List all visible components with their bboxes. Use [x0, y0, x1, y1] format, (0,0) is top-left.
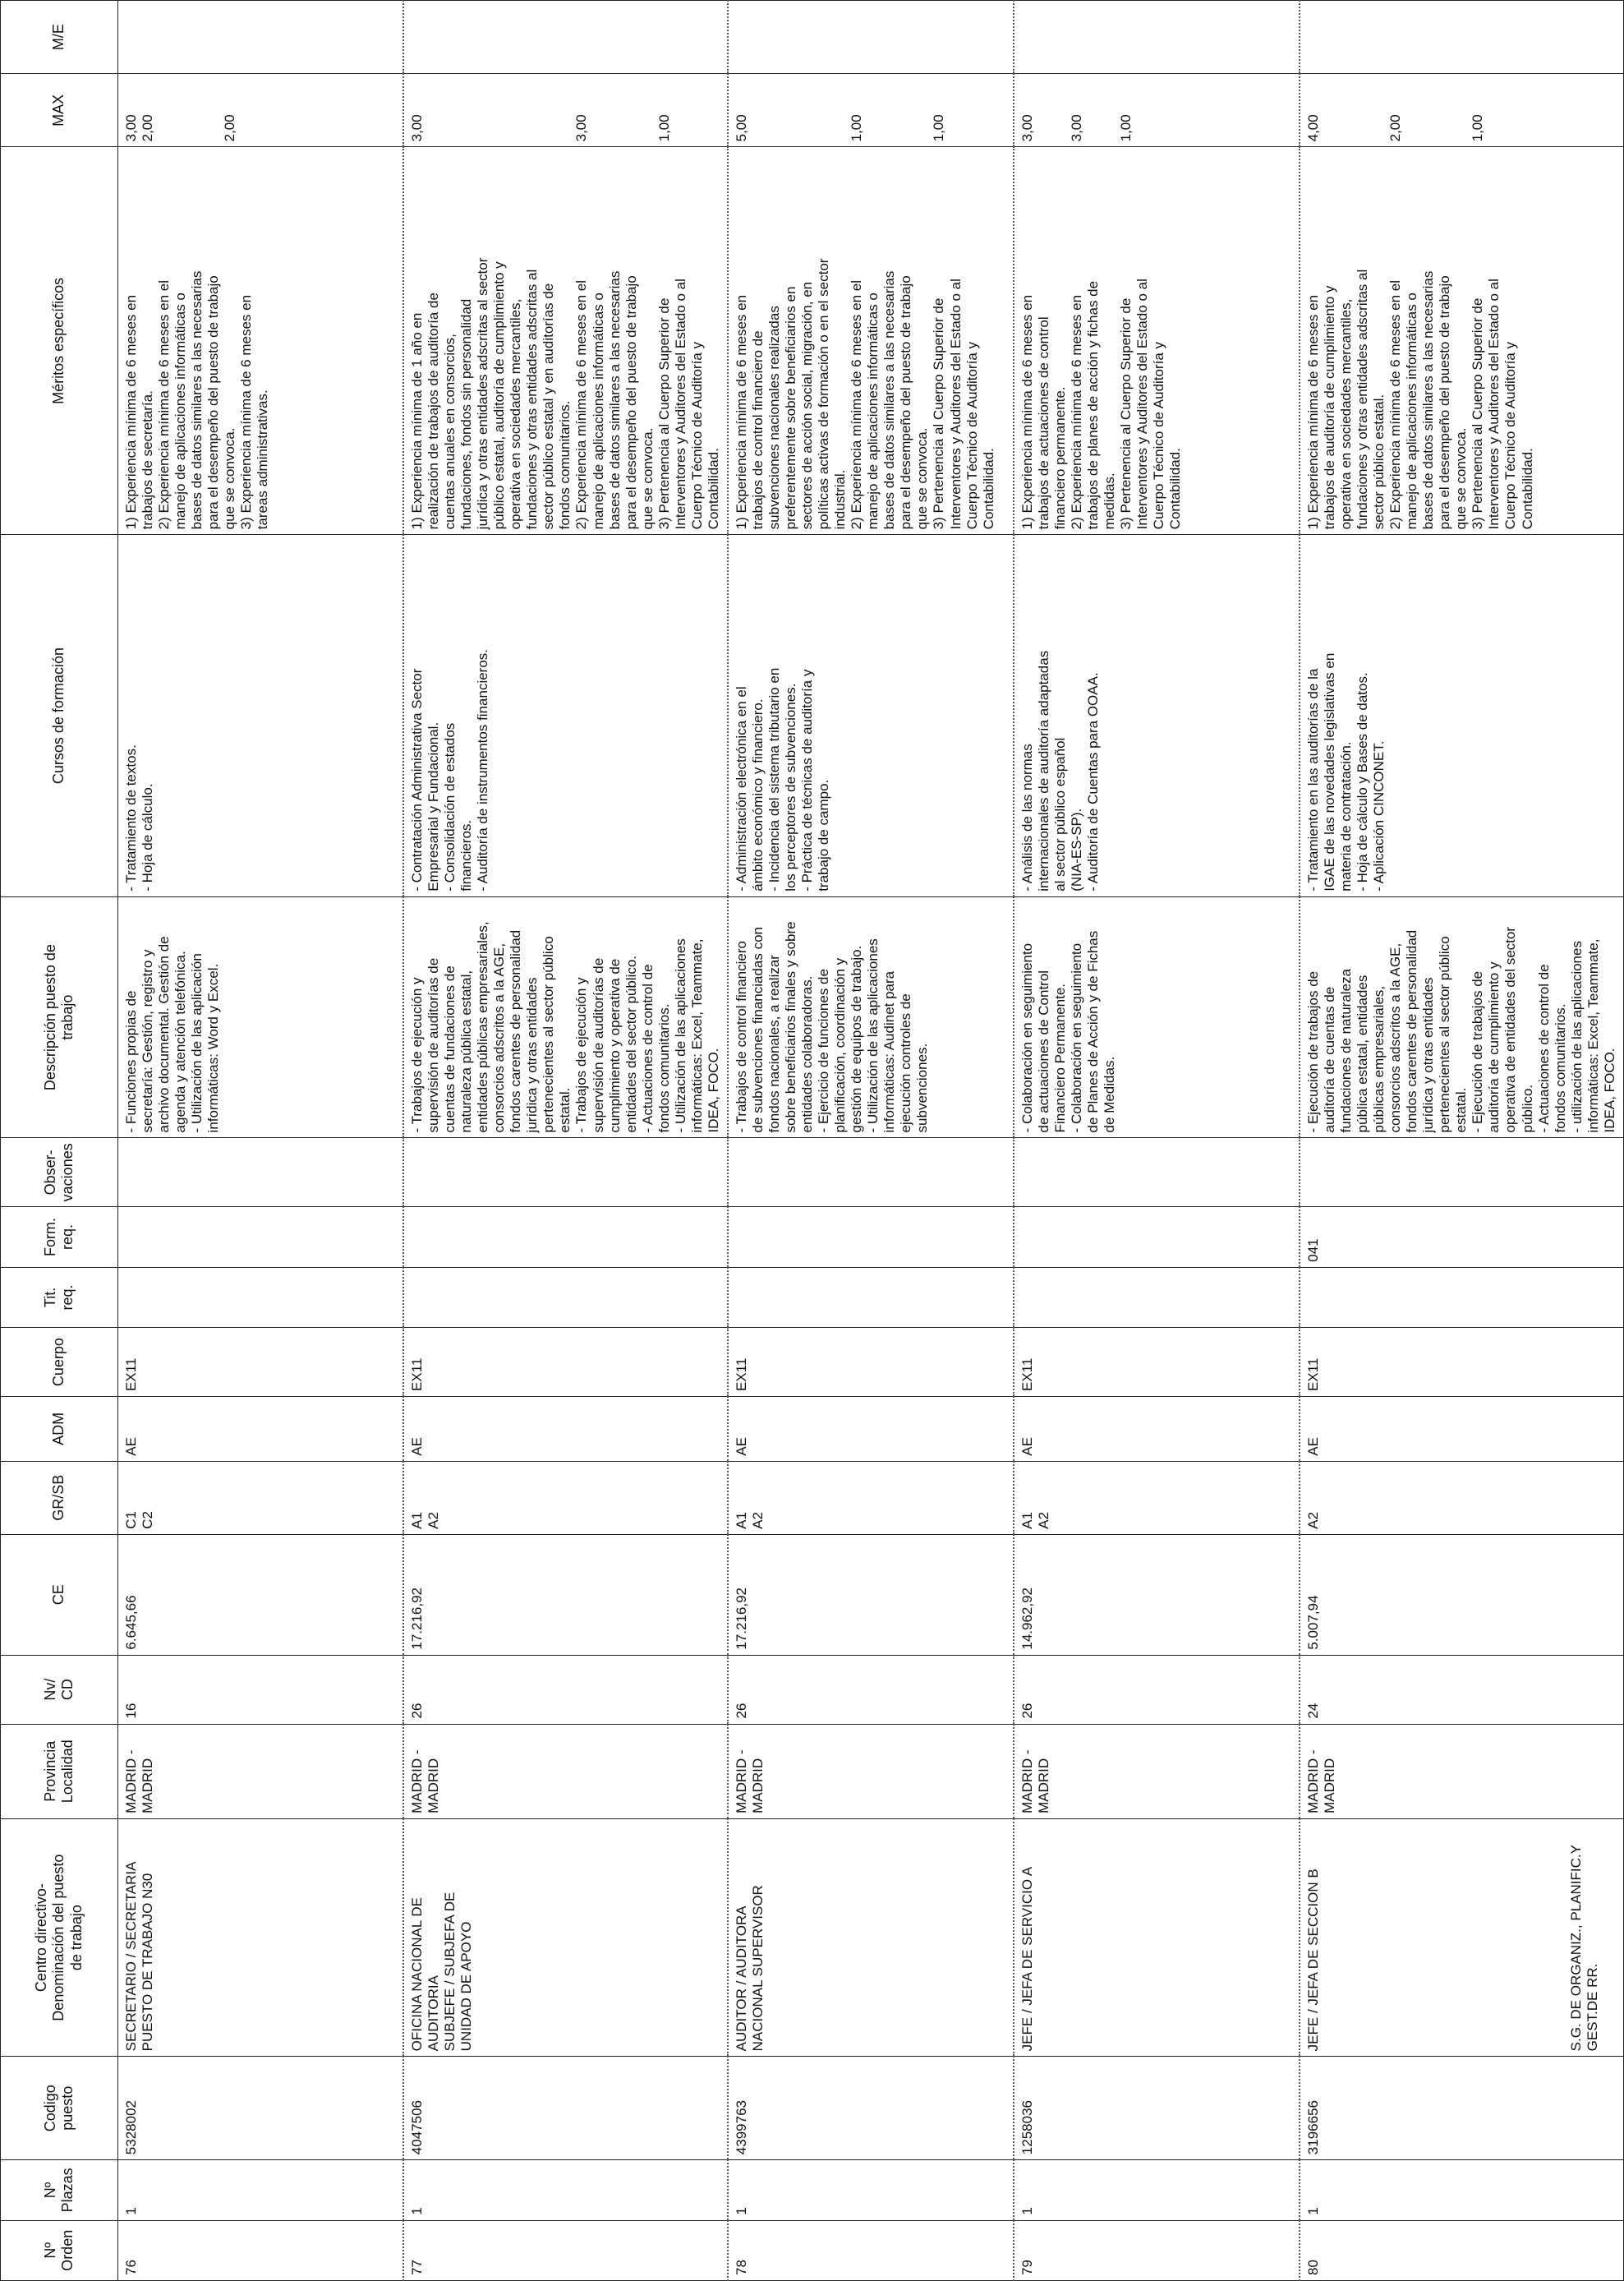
cell-obs: [1300, 1138, 1623, 1207]
cell-centro: [403, 1818, 728, 2056]
col-header-grsb: GR/SB: [1, 1461, 118, 1534]
cell-nivel: 24: [1300, 1655, 1623, 1724]
col-header-max: MAX: [1, 74, 118, 147]
cell-tit: [403, 1267, 728, 1327]
cell-descripcion: - Trabajos de control financiero de subvenciones financiadas con fondos nacionales, a realizar sobre beneficiarios finales y sobre entidades colaboradoras. - Ejercicio de funciones de planificación, coordinación y gestión de equipos de trabajo. - Utilización de las aplicaciones informáticas: Audinet para ejecución controles de subvenciones.: [728, 896, 1014, 1138]
table-row: [728, 1, 1014, 2281]
table-row: [403, 1, 728, 2281]
cell-centro: [1300, 1818, 1623, 2056]
cell-grsb: C1 C2: [118, 1461, 404, 1534]
cell-orden: 78: [728, 2220, 1014, 2280]
cell-adm: AE: [728, 1397, 1014, 1462]
col-header-obs: Obser- vaciones: [1, 1138, 118, 1207]
col-header-adm: ADM: [1, 1397, 118, 1462]
job-title: JEFE / JEFA DE SECCION B: [1304, 1869, 1321, 2052]
cell-meritos: 1) Experiencia mínima de 6 meses en trabajos de auditoría de cumplimiento y operativa en sociedades mercantiles, fundaciones y otras entidades adscritas al sector público estatal. 2) Experiencia mínima de 6 meses en el manejo de aplicaciones informáticas o bases de datos similares a las necesarias para el desempeño del puesto de trabajo que se convoca. 3) Pertenencia al Cuerpo Superior de Interventores y Auditores del Estado o al Cuerpo Técnico de Auditoría y Contabilidad.: [1300, 147, 1623, 535]
cell-max: 3,00 2,00 2,00: [118, 74, 404, 147]
cell-adm: AE: [1014, 1397, 1300, 1462]
cell-provincia: MADRID - MADRID: [118, 1724, 404, 1818]
col-header-cuerpo: Cuerpo: [1, 1328, 118, 1397]
cell-tit: [1300, 1267, 1623, 1327]
col-header-provincia: Provincia Localidad: [1, 1724, 118, 1818]
cell-cuerpo: EX11: [118, 1328, 404, 1397]
col-header-codigo: Codigo puesto: [1, 2057, 118, 2160]
col-header-me: M/E: [1, 1, 118, 74]
cell-cuerpo: EX11: [1014, 1328, 1300, 1397]
cell-max: 5,00 1,00 1,00: [728, 74, 1014, 147]
cell-plazas: 1: [728, 2160, 1014, 2220]
cell-form: [403, 1207, 728, 1267]
cell-cursos: - Tratamiento en las auditorías de la IGAE de las novedades legislativas en materia de contratación. - Hoja de cálculo y Bases de datos. - Aplicación CINCONET.: [1300, 535, 1623, 896]
cell-codigo: 1258036: [1014, 2057, 1300, 2160]
cell-nivel: 26: [403, 1655, 728, 1724]
col-header-meritos: Méritos específicos: [1, 147, 118, 535]
cell-adm: AE: [118, 1397, 404, 1462]
cell-descripcion: - Ejecución de trabajos de auditoría de cuentas de fundaciones de naturaleza pública estatal, entidades públicas empresariales, consorcios adscritos a la AGE, fondos carentes de personalidad jurídica y otras entidades pertenecientes al sector público estatal. - Ejecución de trabajos de auditoría de cumplimiento y operativa de entidades del sector público. - Actuaciones de control de fondos comunitarios. - utilización de las aplicaciones informáticas: Excel, Teammate, IDEA, FOCO.: [1300, 896, 1623, 1138]
unit-name: OFICINA NACIONAL DE AUDITORIA: [409, 1896, 442, 2052]
col-header-tit: Tit. req.: [1, 1267, 118, 1327]
table-row: [1014, 1, 1300, 2281]
cell-form: [1014, 1207, 1300, 1267]
col-header-nivel: Nv/ CD: [1, 1655, 118, 1724]
cell-grsb: A1 A2: [728, 1461, 1014, 1534]
col-header-ce: CE: [1, 1534, 118, 1655]
cell-plazas: 1: [1300, 2160, 1623, 2220]
col-header-descripcion: Descripción puesto de trabajo: [1, 896, 118, 1138]
cell-me: [403, 1, 728, 74]
cell-meritos: 1) Experiencia mínima de 6 meses en trabajos de control financiero de subvenciones nacionales realizadas preferentemente sobre beneficiarios en sectores de acción social, migración, en políticas activas de formación o en el sector industrial. 2) Experiencia mínima de 6 meses en el manejo de aplicaciones informáticas o bases de datos similares a las necesarias para el desempeño del puesto de trabajo que se convoca. 3) Pertenencia al Cuerpo Superior de Interventores y Auditores del Estado o al Cuerpo Técnico de Auditoría y Contabilidad.: [728, 147, 1014, 535]
cell-grsb: A1 A2: [403, 1461, 728, 1534]
table-row: [118, 1, 404, 2281]
cell-adm: AE: [403, 1397, 728, 1462]
cell-nivel: 16: [118, 1655, 404, 1724]
cell-grsb: A1 A2: [1014, 1461, 1300, 1534]
table-row: [1300, 1, 1623, 2281]
cell-form: [728, 1207, 1014, 1267]
cell-cuerpo: EX11: [1300, 1328, 1623, 1397]
cell-ce: 6.645,66: [118, 1534, 404, 1655]
cell-max: 3,00 3,00 1,00: [403, 74, 728, 147]
cell-provincia: MADRID - MADRID: [403, 1724, 728, 1818]
cell-plazas: 1: [403, 2160, 728, 2220]
cell-meritos: 1) Experiencia mínima de 6 meses en trabajos de secretaría. 2) Experiencia mínima de 6 meses en el manejo de aplicaciones informáticas o bases de datos similares a las necesarias para el desempeño del puesto de trabajo que se convoca. 3) Experiencia mínima de 6 meses en tareas administrativas.: [118, 147, 404, 535]
cell-nivel: 26: [728, 1655, 1014, 1724]
cell-ce: 5.007,94: [1300, 1534, 1623, 1655]
cell-form: 041: [1300, 1207, 1623, 1267]
cell-me: [728, 1, 1014, 74]
cell-provincia: MADRID - MADRID: [728, 1724, 1014, 1818]
cell-orden: 80: [1300, 2220, 1623, 2280]
cell-max: 3,00 3,00 1,00: [1014, 74, 1300, 147]
cell-provincia: MADRID - MADRID: [1300, 1724, 1623, 1818]
cell-max: 4,00 2,00 1,00: [1300, 74, 1623, 147]
next-unit-name: S.G. DE ORGANIZ., PLANIFIC.Y GEST.DE RR.: [1567, 1845, 1600, 2052]
cell-cuerpo: EX11: [728, 1328, 1014, 1397]
col-header-form: Form. req.: [1, 1207, 118, 1267]
cell-adm: AE: [1300, 1397, 1623, 1462]
cell-centro: AUDITOR / AUDITORA NACIONAL SUPERVISOR: [728, 1818, 1014, 2056]
cell-ce: 17.216,92: [728, 1534, 1014, 1655]
cell-grsb: A2: [1300, 1461, 1623, 1534]
cell-me: [118, 1, 404, 74]
cell-orden: 79: [1014, 2220, 1300, 2280]
cell-obs: [118, 1138, 404, 1207]
cell-tit: [1014, 1267, 1300, 1327]
col-header-cursos: Cursos de formación: [1, 535, 118, 896]
cell-obs: [403, 1138, 728, 1207]
cell-me: [1300, 1, 1623, 74]
col-header-plazas: Nº Plazas: [1, 2160, 118, 2220]
cell-centro: JEFE / JEFA DE SERVICIO A: [1014, 1818, 1300, 2056]
cell-ce: 14.962,92: [1014, 1534, 1300, 1655]
cell-nivel: 26: [1014, 1655, 1300, 1724]
col-header-centro: Centro directivo- Denominación del puesto de trabajo: [1, 1818, 118, 2056]
job-title: SUBJEFE / SUBJEFA DE UNIDAD DE APOYO: [442, 1892, 475, 2052]
cell-descripcion: - Trabajos de ejecución y supervisión de auditorías de cuentas de fundaciones de naturaleza pública estatal, entidades públicas empresariales, consorcios adscritos a la AGE, fondos carentes de personalidad jurídica y otras entidades pertenecientes al sector público estatal. - Trabajos de ejecución y supervisión de auditorías de cumplimiento y operativa de entidades del sector público. - Actuaciones de control de fondos comunitarios. - Utilización de las aplicaciones informáticas: Excel, Teammate, IDEA, FOCO.: [403, 896, 728, 1138]
cell-plazas: 1: [1014, 2160, 1300, 2220]
cell-meritos: 1) Experiencia mínima de 6 meses en trabajos de actuaciones de control financiero permanente. 2) Experiencia mínima de 6 meses en trabajos de planes de acción y fichas de medidas. 3) Pertenencia al Cuerpo Superior de Interventores y Auditores del Estado o al Cuerpo Técnico de Auditoría y Contabilidad.: [1014, 147, 1300, 535]
cell-tit: [118, 1267, 404, 1327]
cell-cuerpo: EX11: [403, 1328, 728, 1397]
cell-centro: SECRETARIO / SECRETARIA PUESTO DE TRABAJO N30: [118, 1818, 404, 2056]
cell-codigo: 5328002: [118, 2057, 404, 2160]
cell-me: [1014, 1, 1300, 74]
cell-provincia: MADRID - MADRID: [1014, 1724, 1300, 1818]
cell-form: [118, 1207, 404, 1267]
cell-plazas: 1: [118, 2160, 404, 2220]
cell-descripcion: - Funciones propias de secretaría: Gestión, registro y archivo documental. Gestión de agenda y atención telefónica. - Utilización de las aplicación informáticas: Word y Excel.: [118, 896, 404, 1138]
cell-codigo: 4047506: [403, 2057, 728, 2160]
header-row: [1, 1, 118, 2281]
cell-cursos: - Administración electrónica en el ámbito económico y financiero. - Incidencia del sistema tributario en los perceptores de subvenciones. - Práctica de técnicas de auditoría y trabajo de campo.: [728, 535, 1014, 896]
cell-obs: [728, 1138, 1014, 1207]
cell-orden: 76: [118, 2220, 404, 2280]
cell-tit: [728, 1267, 1014, 1327]
cell-obs: [1014, 1138, 1300, 1207]
cell-cursos: - Análisis de las normas internacionales de auditoría adaptadas al sector público español (NIA-ES-SP). - Auditoría de Cuentas para OOAA.: [1014, 535, 1300, 896]
cell-cursos: - Tratamiento de textos. - Hoja de cálculo.: [118, 535, 404, 896]
cell-meritos: 1) Experiencia mínima de 1 año en realización de trabajos de auditoría de cuentas anuales en consorcios, fundaciones, fondos sin personalidad jurídica y otras entidades adscritas al sector público estatal, auditoría de cumplimiento y operativa en sociedades mercantiles, fundaciones y otras entidades adscritas al sector público estatal y en auditorías de fondos comunitarios. 2) Experiencia mínima de 6 meses en el manejo de aplicaciones informáticas o bases de datos similares a las necesarias para el desempeño del puesto de trabajo que se convoca. 3) Pertenencia al Cuerpo Superior de Interventores y Auditores del Estado o al Cuerpo Técnico de Auditoría y Contabilidad.: [403, 147, 728, 535]
col-header-orden: Nº Orden: [1, 2220, 118, 2280]
cell-descripcion: - Colaboración en seguimiento de actuaciones de Control Financiero Permanente. - Colaboración en seguimiento de Planes de Acción y de Fichas de Medidas.: [1014, 896, 1300, 1138]
cell-codigo: 4399763: [728, 2057, 1014, 2160]
cell-codigo: 3196656: [1300, 2057, 1623, 2160]
cell-orden: 77: [403, 2220, 728, 2280]
cell-cursos: - Contratación Administrativa Sector Empresarial y Fundacional. - Consolidación de estados financieros. - Auditoría de instrumentos financieros.: [403, 535, 728, 896]
cell-ce: 17.216,92: [403, 1534, 728, 1655]
